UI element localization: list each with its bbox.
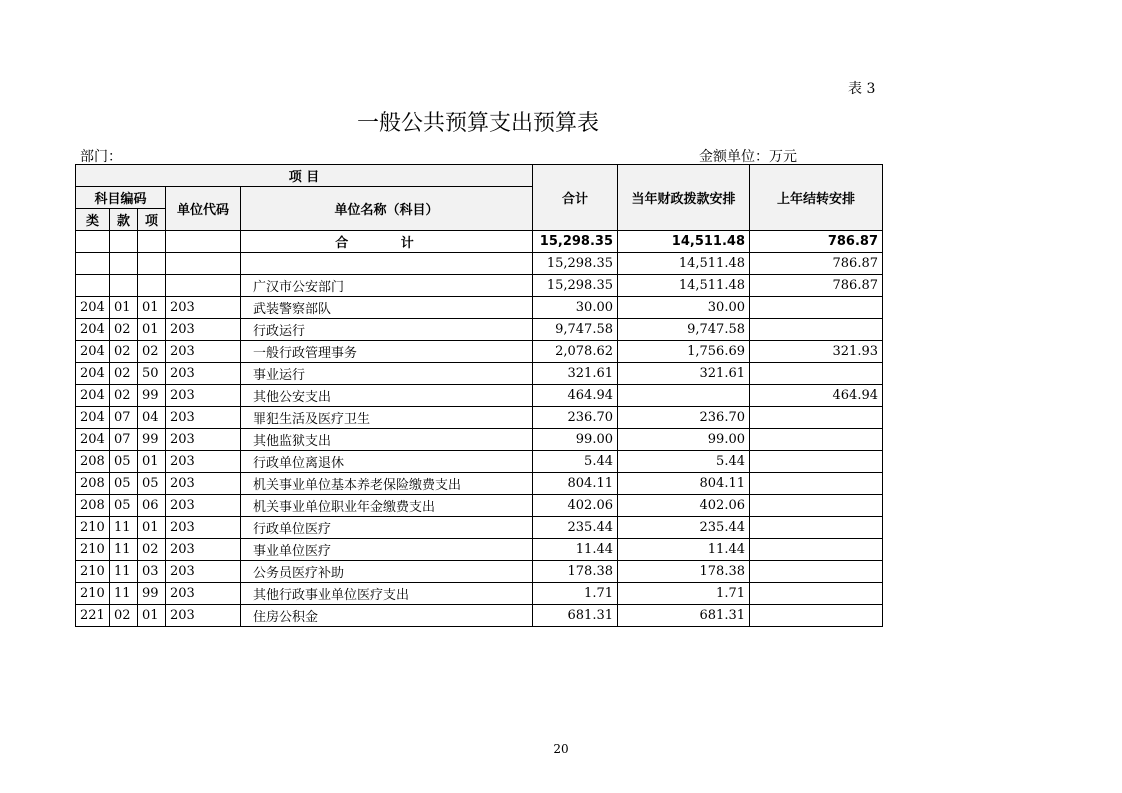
unit-name-cell: 事业运行 xyxy=(241,363,533,385)
kuan-cell: 05 xyxy=(110,495,138,517)
lei-cell: 208 xyxy=(76,473,110,495)
lei-cell: 210 xyxy=(76,561,110,583)
page-title: 一般公共预算支出预算表 xyxy=(356,111,599,136)
unit-name-cell: 罪犯生活及医疗卫生 xyxy=(241,407,533,429)
current-year-cell: 5.44 xyxy=(618,451,750,473)
unit-code-cell: 203 xyxy=(166,341,241,363)
unit-code-cell: 203 xyxy=(166,363,241,385)
kuan-cell: 05 xyxy=(110,451,138,473)
unit-code-cell: 203 xyxy=(166,583,241,605)
current-year-cell: 99.00 xyxy=(618,429,750,451)
total-cell: 1.71 xyxy=(533,583,618,605)
unit-name-cell: 机关事业单位基本养老保险缴费支出 xyxy=(241,473,533,495)
lei-cell: 208 xyxy=(76,495,110,517)
xiang-cell: 01 xyxy=(138,451,166,473)
prior-year-cell xyxy=(750,429,883,451)
prior-year-cell xyxy=(750,539,883,561)
table-row xyxy=(76,583,883,605)
header-xiang: 项 xyxy=(138,209,166,231)
amount-unit-label: 金额单位：万元 xyxy=(699,149,797,165)
kuan-cell: 05 xyxy=(110,473,138,495)
xiang-cell: 05 xyxy=(138,473,166,495)
kuan-cell: 02 xyxy=(110,363,138,385)
kuan-cell: 02 xyxy=(110,319,138,341)
header-unit-code: 单位代码 xyxy=(166,187,241,231)
total-cell: 236.70 xyxy=(533,407,618,429)
total-lei-cell xyxy=(76,231,110,253)
total-xiang-cell xyxy=(138,231,166,253)
unit-code-cell: 203 xyxy=(166,495,241,517)
total-prior-amount: 786.87 xyxy=(750,231,883,253)
unit-name-cell: 行政运行 xyxy=(241,319,533,341)
unit-code-cell: 203 xyxy=(166,605,241,627)
xiang-cell: 03 xyxy=(138,561,166,583)
department-label: 部门： xyxy=(80,149,122,165)
prior-year-cell xyxy=(750,319,883,341)
prior-year-cell xyxy=(750,561,883,583)
table-row xyxy=(76,429,883,451)
total-cell: 321.61 xyxy=(533,363,618,385)
total-cell: 804.11 xyxy=(533,473,618,495)
table-row xyxy=(76,473,883,495)
table-row xyxy=(76,319,883,341)
total-cell: 11.44 xyxy=(533,539,618,561)
xiang-cell: 01 xyxy=(138,517,166,539)
table-row xyxy=(76,341,883,363)
total-cell: 681.31 xyxy=(533,605,618,627)
total-row xyxy=(76,231,883,253)
table-row xyxy=(76,451,883,473)
table-row xyxy=(76,407,883,429)
lei-cell: 210 xyxy=(76,583,110,605)
lei-cell: 204 xyxy=(76,429,110,451)
prior-year-cell xyxy=(750,583,883,605)
unit-code-cell xyxy=(166,253,241,275)
current-year-cell: 30.00 xyxy=(618,297,750,319)
current-year-cell: 681.31 xyxy=(618,605,750,627)
lei-cell xyxy=(76,253,110,275)
prior-year-cell: 464.94 xyxy=(750,385,883,407)
total-cell: 402.06 xyxy=(533,495,618,517)
total-cell: 2,078.62 xyxy=(533,341,618,363)
total-cell: 235.44 xyxy=(533,517,618,539)
unit-code-cell: 203 xyxy=(166,451,241,473)
budget-table xyxy=(75,164,883,627)
table-row xyxy=(76,385,883,407)
unit-name-cell xyxy=(241,253,533,275)
lei-cell xyxy=(76,275,110,297)
current-year-cell: 235.44 xyxy=(618,517,750,539)
unit-code-cell: 203 xyxy=(166,407,241,429)
table-row xyxy=(76,275,883,297)
unit-code-cell: 203 xyxy=(166,385,241,407)
page-number: 20 xyxy=(553,742,569,756)
unit-name-cell: 公务员医疗补助 xyxy=(241,561,533,583)
table-row xyxy=(76,253,883,275)
lei-cell: 208 xyxy=(76,451,110,473)
current-year-cell: 14,511.48 xyxy=(618,253,750,275)
lei-cell: 204 xyxy=(76,297,110,319)
kuan-cell: 02 xyxy=(110,385,138,407)
lei-cell: 204 xyxy=(76,363,110,385)
current-year-cell: 1,756.69 xyxy=(618,341,750,363)
xiang-cell: 99 xyxy=(138,429,166,451)
kuan-cell: 11 xyxy=(110,539,138,561)
unit-name-cell: 事业单位医疗 xyxy=(241,539,533,561)
table-row xyxy=(76,561,883,583)
xiang-cell: 50 xyxy=(138,363,166,385)
table-row xyxy=(76,297,883,319)
total-label: 合 计 xyxy=(241,231,533,253)
current-year-cell: 9,747.58 xyxy=(618,319,750,341)
unit-code-cell: 203 xyxy=(166,319,241,341)
prior-year-cell: 786.87 xyxy=(750,253,883,275)
current-year-cell: 804.11 xyxy=(618,473,750,495)
header-current-year: 当年财政拨款安排 xyxy=(618,165,750,231)
kuan-cell: 02 xyxy=(110,605,138,627)
prior-year-cell xyxy=(750,363,883,385)
current-year-cell xyxy=(618,385,750,407)
table-row xyxy=(76,495,883,517)
header-lei: 类 xyxy=(76,209,110,231)
table-row xyxy=(76,363,883,385)
current-year-cell: 14,511.48 xyxy=(618,275,750,297)
table-number: 表 3 xyxy=(848,81,876,97)
total-cell: 9,747.58 xyxy=(533,319,618,341)
unit-code-cell: 203 xyxy=(166,473,241,495)
unit-name-cell: 一般行政管理事务 xyxy=(241,341,533,363)
kuan-cell: 11 xyxy=(110,561,138,583)
unit-name-cell: 其他公安支出 xyxy=(241,385,533,407)
unit-name-cell: 武装警察部队 xyxy=(241,297,533,319)
table-row xyxy=(76,517,883,539)
header-kuan: 款 xyxy=(110,209,138,231)
table-row xyxy=(76,605,883,627)
xiang-cell xyxy=(138,275,166,297)
lei-cell: 221 xyxy=(76,605,110,627)
current-year-cell: 11.44 xyxy=(618,539,750,561)
total-unit-code-cell xyxy=(166,231,241,253)
prior-year-cell: 321.93 xyxy=(750,341,883,363)
prior-year-cell xyxy=(750,605,883,627)
prior-year-cell xyxy=(750,297,883,319)
lei-cell: 210 xyxy=(76,517,110,539)
prior-year-cell: 786.87 xyxy=(750,275,883,297)
xiang-cell: 02 xyxy=(138,341,166,363)
unit-name-cell: 广汉市公安部门 xyxy=(241,275,533,297)
total-cell: 5.44 xyxy=(533,451,618,473)
header-project: 项 目 xyxy=(76,165,533,187)
current-year-cell: 1.71 xyxy=(618,583,750,605)
unit-code-cell: 203 xyxy=(166,539,241,561)
lei-cell: 204 xyxy=(76,407,110,429)
xiang-cell: 02 xyxy=(138,539,166,561)
unit-code-cell xyxy=(166,275,241,297)
xiang-cell: 99 xyxy=(138,385,166,407)
total-cell: 30.00 xyxy=(533,297,618,319)
header-total: 合计 xyxy=(533,165,618,231)
current-year-cell: 178.38 xyxy=(618,561,750,583)
total-cell: 15,298.35 xyxy=(533,253,618,275)
unit-name-cell: 其他监狱支出 xyxy=(241,429,533,451)
header-unit-name: 单位名称（科目） xyxy=(241,187,533,231)
lei-cell: 210 xyxy=(76,539,110,561)
total-cell: 464.94 xyxy=(533,385,618,407)
total-cell: 178.38 xyxy=(533,561,618,583)
kuan-cell: 11 xyxy=(110,583,138,605)
current-year-cell: 236.70 xyxy=(618,407,750,429)
total-cell: 99.00 xyxy=(533,429,618,451)
xiang-cell: 01 xyxy=(138,319,166,341)
prior-year-cell xyxy=(750,407,883,429)
unit-code-cell: 203 xyxy=(166,517,241,539)
xiang-cell: 01 xyxy=(138,605,166,627)
xiang-cell: 06 xyxy=(138,495,166,517)
unit-name-cell: 行政单位离退休 xyxy=(241,451,533,473)
lei-cell: 204 xyxy=(76,319,110,341)
current-year-cell: 402.06 xyxy=(618,495,750,517)
header-prior-year: 上年结转安排 xyxy=(750,165,883,231)
table-row xyxy=(76,539,883,561)
header-subject-code: 科目编码 xyxy=(76,187,166,209)
unit-code-cell: 203 xyxy=(166,561,241,583)
unit-code-cell: 203 xyxy=(166,297,241,319)
unit-name-cell: 住房公积金 xyxy=(241,605,533,627)
unit-name-cell: 机关事业单位职业年金缴费支出 xyxy=(241,495,533,517)
xiang-cell: 04 xyxy=(138,407,166,429)
lei-cell: 204 xyxy=(76,385,110,407)
kuan-cell: 07 xyxy=(110,407,138,429)
kuan-cell: 01 xyxy=(110,297,138,319)
current-year-cell: 321.61 xyxy=(618,363,750,385)
xiang-cell: 01 xyxy=(138,297,166,319)
total-current-amount: 14,511.48 xyxy=(618,231,750,253)
prior-year-cell xyxy=(750,451,883,473)
prior-year-cell xyxy=(750,473,883,495)
kuan-cell: 07 xyxy=(110,429,138,451)
prior-year-cell xyxy=(750,495,883,517)
xiang-cell xyxy=(138,253,166,275)
total-cell: 15,298.35 xyxy=(533,275,618,297)
lei-cell: 204 xyxy=(76,341,110,363)
unit-code-cell: 203 xyxy=(166,429,241,451)
total-amount: 15,298.35 xyxy=(533,231,618,253)
kuan-cell: 11 xyxy=(110,517,138,539)
prior-year-cell xyxy=(750,517,883,539)
unit-name-cell: 其他行政事业单位医疗支出 xyxy=(241,583,533,605)
xiang-cell: 99 xyxy=(138,583,166,605)
total-kuan-cell xyxy=(110,231,138,253)
kuan-cell xyxy=(110,275,138,297)
kuan-cell xyxy=(110,253,138,275)
unit-name-cell: 行政单位医疗 xyxy=(241,517,533,539)
kuan-cell: 02 xyxy=(110,341,138,363)
